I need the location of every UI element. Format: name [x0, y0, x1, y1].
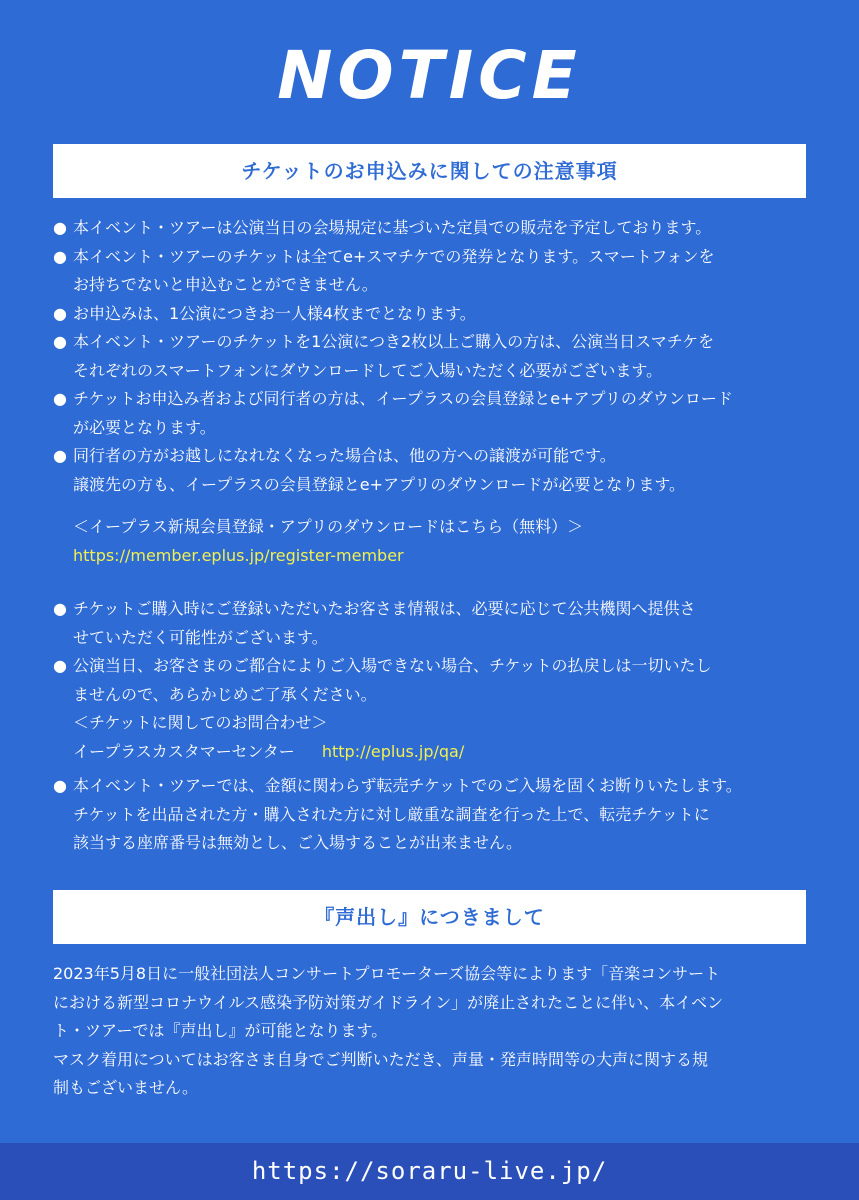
item-line: 本イベント・ツアーは公演当日の会場規定に基づいた定員での販売を予定しております。 — [73, 218, 712, 237]
bullet-icon: ● — [53, 246, 67, 266]
item-line: せていただく可能性がございます。 — [73, 627, 328, 647]
bullet-icon: ● — [53, 446, 67, 465]
item-line: お申込みは、1公演につきお一人様4枚までとなります。 — [73, 303, 476, 323]
ticket-notice-header: チケットのお申込みに関しての注意事項 — [53, 144, 806, 198]
bullet-icon: ● — [53, 218, 67, 237]
item-line: が必要となります。 — [73, 417, 216, 437]
list-item — [53, 652, 813, 766]
item-line: 本イベント・ツアーのチケットは全てe+スマチケでの発券となります。スマートフォンを — [73, 246, 715, 266]
bullet-icon: ● — [53, 303, 67, 323]
list-item — [53, 772, 813, 858]
list-item — [53, 385, 813, 442]
paragraph-line: における新型コロナウイルス感染予防対策ガイドライン」が廃止されたことに伴い、本イベン — [53, 992, 724, 1012]
item-line: チケットご購入時にご登録いただいたお客さま情報は、必要に応じて公共機関へ提供さ — [73, 599, 696, 618]
ticket-notice-list — [53, 214, 813, 570]
list-item — [53, 243, 813, 300]
notice-title: NOTICE — [277, 37, 582, 114]
paragraph-line: 2023年5月8日に一般社団法人コンサートプロモーターズ協会等によります「音楽コンサート — [53, 964, 721, 983]
item-line: それぞれのスマートフォンにダウンロードしてご入場いただく必要がございます。 — [73, 360, 663, 380]
item-line: チケットを出品された方・購入された方に対し厳重な調査を行った上で、転売チケットに — [73, 804, 710, 824]
item-line: ませんので、あらかじめご了承ください。 — [73, 684, 377, 704]
item-line: チケットお申込み者および同行者の方は、イープラスの会員登録とe+アプリのダウンロード — [73, 389, 733, 408]
paragraph-line: 制もございません。 — [53, 1078, 198, 1097]
inquiry-line — [73, 738, 813, 767]
item-line: 譲渡先の方も、イープラスの会員登録とe+アプリのダウンロードが必要となります。 — [73, 474, 686, 494]
voice-notice-header: 『声出し』につきまして — [53, 890, 806, 944]
inquiry-center: イープラスカスタマーセンター — [73, 741, 295, 761]
paragraph-line: ト・ツアーでは『声出し』が可能となります。 — [53, 1021, 388, 1040]
item-line: 同行者の方がお越しになれなくなった場合は、他の方への譲渡が可能です。 — [73, 446, 616, 465]
list-item — [53, 595, 813, 652]
list-item — [53, 300, 813, 329]
register-link[interactable]: https://member.eplus.jp/register-member — [73, 545, 404, 565]
item-line: お持ちでないと申込むことができません。 — [73, 275, 378, 294]
bullet-icon: ● — [53, 332, 67, 351]
register-label: ＜イープラス新規会員登録・アプリのダウンロードはこちら（無料）＞ — [73, 517, 584, 536]
list-item — [53, 214, 813, 243]
item-line: 公演当日、お客さまのご都合によりご入場できない場合、チケットの払戻しは一切いたし — [73, 656, 712, 675]
inquiry-link[interactable]: http://eplus.jp/qa/ — [321, 741, 465, 761]
paragraph-line: マスク着用についてはお客さま自身でご判断いただき、声量・発声時間等の大声に関する規 — [53, 1049, 709, 1069]
bullet-icon: ● — [53, 656, 67, 675]
inquiry-label: ＜チケットに関してのお問合わせ＞ — [73, 713, 328, 732]
list-item — [53, 442, 813, 499]
voice-notice-text — [53, 960, 813, 1103]
list-item — [53, 328, 813, 385]
ticket-notice-list-2 — [53, 595, 813, 858]
bullet-icon: ● — [53, 776, 67, 795]
bullet-icon: ● — [53, 599, 67, 618]
footer-url[interactable]: https://soraru-live.jp/ — [0, 1143, 859, 1200]
item-line: 本イベント・ツアーのチケットを1公演につき2枚以上ご購入の方は、公演当日スマチケを — [73, 332, 715, 351]
register-info — [53, 513, 813, 570]
bullet-icon: ● — [53, 389, 67, 408]
item-line: 本イベント・ツアーでは、金額に関わらず転売チケットでのご入場を固くお断りいたします。 — [73, 776, 742, 795]
item-line: 該当する座席番号は無効とし、ご入場することが出来ません。 — [73, 833, 522, 852]
